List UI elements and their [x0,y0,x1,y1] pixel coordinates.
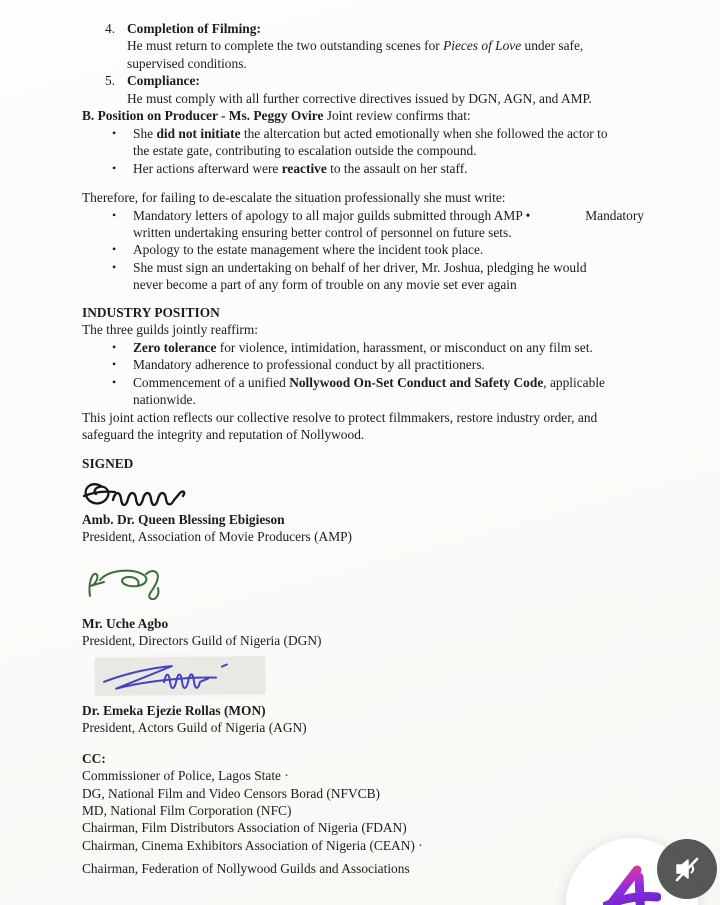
bullet-continuation: the estate gate, contributing to escalation outside the compound. [133,143,477,159]
bullet-item: • Mandatory letters of apology to all major guilds submitted through AMP • Mandatory [112,207,644,223]
cc-line: Chairman, Federation of Nollywood Guilds and Associations [82,861,410,877]
signatory-title: President, Association of Movie Producers (AMP) [82,529,353,545]
film-title-italic: Pieces of Love [443,38,522,54]
industry-intro: The three guilds jointly reaffirm: [82,322,259,338]
item-4-text-line: supervised conditions. [127,55,247,71]
bullet-icon: • [112,374,117,389]
bullet-item: • Her actions afterward were reactive to the assault on her staff. [112,160,468,176]
bullet-item: • Mandatory adherence to professional conduct by all practitioners. [112,357,485,373]
mute-button[interactable] [657,839,717,899]
cc-line: MD, National Film Corporation (NFC) [82,802,292,818]
cc-line: DG, National Film and Video Censors Borad (NFVCB) [82,785,380,801]
bullet-continuation: never become a part of any form of trouble on any movie set ever again [133,277,517,293]
item-title: Completion of Filming: [127,21,261,36]
bullet-icon: • [112,207,117,222]
bullet-icon: • [112,125,117,140]
signed-heading: SIGNED [82,456,134,472]
item-4-text-line: He must return to complete the two outstanding scenes for Pieces of Love under safe, [127,38,584,54]
bullet-icon: • [112,160,117,175]
signature-dgn [84,566,168,600]
bullet-icon: • [112,357,117,372]
cc-line: Chairman, Cinema Exhibitors Association of Nigeria (CEAN) · [82,837,423,853]
industry-position-heading: INDUSTRY POSITION [82,304,220,320]
bullet-item: • She must sign an undertaking on behalf of her driver, Mr. Joshua, pledging he would [112,259,587,275]
right-aligned-word: Mandatory [585,207,644,223]
cc-line: Commissioner of Police, Lagos State · [82,768,289,784]
numbered-item-5 [82,72,644,89]
signature-patch [95,656,265,696]
item-title: Compliance: [127,73,200,89]
section-b-heading: B. Position on Producer - Ms. Peggy Ovire Joint review confirms that: [82,108,471,124]
signature-amp [82,479,210,509]
bullet-continuation: written undertaking ensuring better control of personnel on future sets. [133,224,512,240]
bullet-icon: • [112,259,117,274]
bullet-icon: • [112,242,117,257]
bullet-item: • Zero tolerance for violence, intimidation, harassment, or misconduct on any film set. [112,339,593,355]
muted-speaker-icon [672,854,702,884]
therefore-paragraph: Therefore, for failing to de-escalate the situation professionally she must write: [82,190,506,206]
bullet-item: • Apology to the estate management where the incident took place. [112,242,484,258]
closing-paragraph: This joint action reflects our collective resolve to protect filmmakers, restore industry order, and [82,409,598,425]
signature-agn [100,658,260,694]
signatory-title: President, Directors Guild of Nigeria (DGN) [82,633,322,649]
numbered-item-4 [82,20,644,37]
cc-line: Chairman, Film Distributors Association of Nigeria (FDAN) [82,820,407,836]
closing-paragraph: safeguard the integrity and reputation of Nollywood. [82,426,365,442]
ai-sparkle-logo-icon [603,864,661,905]
signatory-name: Amb. Dr. Queen Blessing Ebigieson [82,511,285,527]
bullet-item: • Commencement of a unified Nollywood On-Set Conduct and Safety Code, applicable [112,374,605,390]
bullet-continuation: nationwide. [133,392,196,408]
bullet-item: • She did not initiate the altercation but acted emotionally when she followed the actor to [112,125,608,141]
item-5-text-line: He must comply with all further corrective directives issued by DGN, AGN, and AMP. [127,90,592,106]
signatory-title: President, Actors Guild of Nigeria (AGN) [82,720,307,736]
cc-heading: CC: [82,750,106,766]
signatory-name: Mr. Uche Agbo [82,615,169,631]
document-body [82,20,644,878]
signatory-name: Dr. Emeka Ejezie Rollas (MON) [82,702,266,718]
bullet-icon: • [112,339,117,354]
item-number: 5. [105,73,116,89]
item-number: 4. [105,21,116,36]
